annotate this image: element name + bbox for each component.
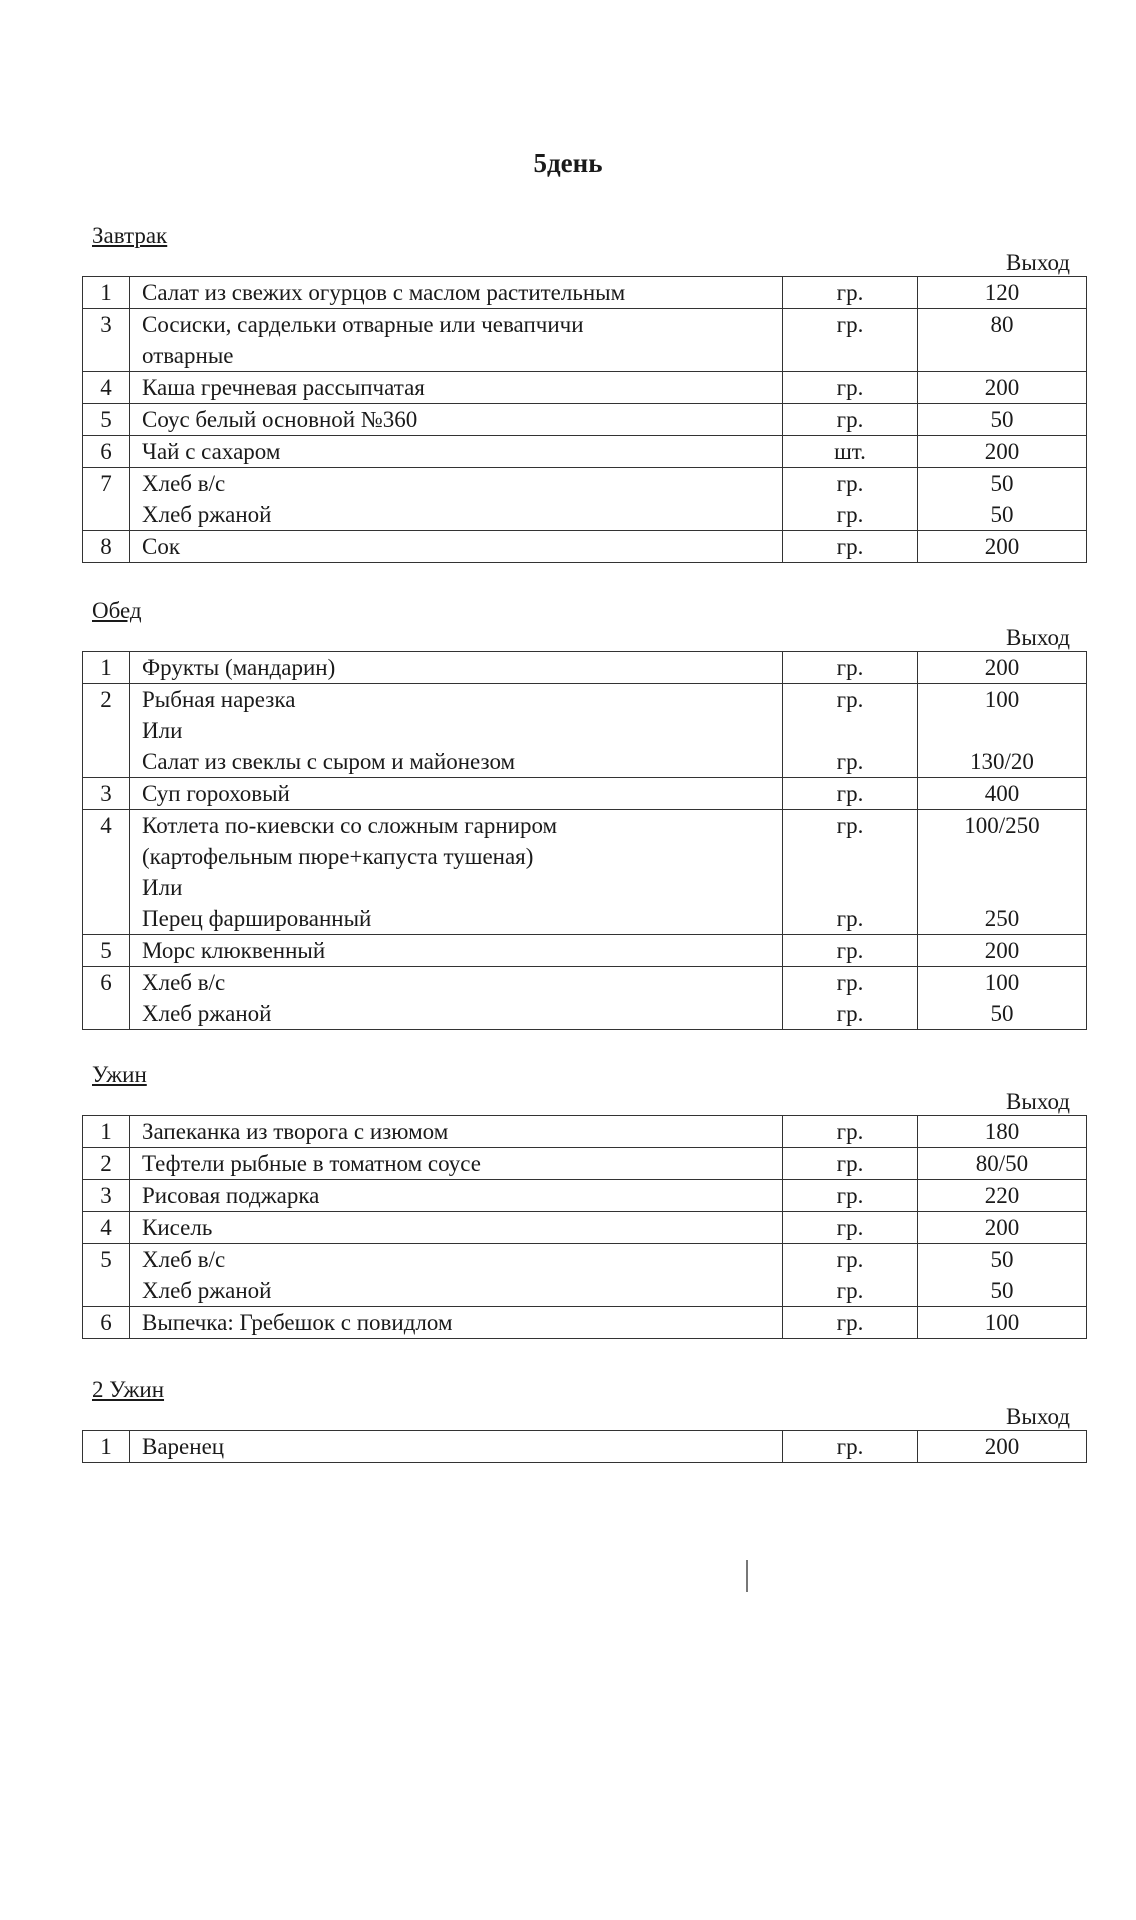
dish-name-cell (130, 309, 783, 372)
dish-name: Хлеб ржаной (142, 502, 272, 527)
row-number-text: 6 (100, 970, 112, 995)
dish-name: Соус белый основной №360 (142, 407, 418, 432)
unit-cell (783, 778, 918, 810)
yield-label: Выход (1006, 250, 1070, 275)
unit (783, 841, 917, 872)
yield-amount-cell (918, 810, 1087, 935)
dish-name: Рыбная нарезка (142, 687, 296, 712)
row-number-text: 4 (100, 813, 112, 838)
unit-cell (783, 372, 918, 404)
unit: гр. (836, 280, 864, 305)
unit: гр. (836, 312, 864, 337)
unit: гр. (836, 1119, 864, 1144)
unit: гр. (836, 687, 864, 712)
row-number (83, 967, 130, 1030)
table-row (83, 1244, 1087, 1307)
unit-cell (783, 1116, 918, 1148)
table-row (83, 810, 1087, 935)
unit-cell (783, 1212, 918, 1244)
row-number (83, 531, 130, 563)
yield-amount: 200 (984, 1215, 1020, 1240)
yield-amount-cell (918, 1431, 1087, 1463)
row-number-text: 6 (100, 1310, 112, 1335)
unit: гр. (836, 749, 864, 774)
table-row (83, 277, 1087, 309)
dish-name-cell (130, 1180, 783, 1212)
yield-amount-cell (918, 684, 1087, 778)
dish-name: Котлета по-киевски со сложным гарниром (142, 813, 558, 838)
dish-name: Сосиски, сардельки отварные или чевапчичи (142, 312, 584, 337)
row-number (83, 1212, 130, 1244)
dish-name: Сок (142, 534, 181, 559)
dish-name-cell (130, 372, 783, 404)
row-number (83, 1307, 130, 1339)
row-number-text: 4 (100, 1215, 112, 1240)
yield-amount-cell (918, 531, 1087, 563)
yield-label: Выход (1006, 1089, 1070, 1114)
row-number (83, 309, 130, 372)
yield-amount (918, 340, 1086, 371)
row-number (83, 778, 130, 810)
table-row (83, 309, 1087, 372)
row-number (83, 1180, 130, 1212)
row-number (83, 436, 130, 468)
menu-table (82, 651, 1087, 1030)
yield-amount: 400 (984, 781, 1020, 806)
dish-name: отварные (142, 343, 234, 368)
yield-amount-cell (918, 1180, 1087, 1212)
row-number (83, 935, 130, 967)
dish-name: Хлеб в/с (142, 471, 226, 496)
table-row (83, 684, 1087, 778)
unit-cell (783, 1244, 918, 1307)
dish-name: Хлеб ржаной (142, 1001, 272, 1026)
yield-amount: 100 (984, 687, 1020, 712)
row-number-text: 5 (100, 1247, 112, 1272)
table-row (83, 1116, 1087, 1148)
unit-cell (783, 810, 918, 935)
yield-amount: 200 (984, 534, 1020, 559)
unit-cell (783, 652, 918, 684)
dish-name: Запеканка из творога с изюмом (142, 1119, 449, 1144)
unit: гр. (836, 813, 864, 838)
section-lunch (82, 597, 1072, 1030)
unit-cell (783, 935, 918, 967)
yield-amount: 200 (984, 439, 1020, 464)
yield-amount: 80 (990, 312, 1014, 337)
yield-amount-cell (918, 277, 1087, 309)
dish-name: Чай с сахаром (142, 439, 281, 464)
row-number (83, 277, 130, 309)
yield-amount: 50 (990, 1247, 1014, 1272)
table-row (83, 372, 1087, 404)
dish-name: Салат из свеклы с сыром и майонезом (142, 749, 516, 774)
row-number-text: 8 (100, 534, 112, 559)
yield-amount-cell (918, 967, 1087, 1030)
unit-cell (783, 436, 918, 468)
row-number-text: 7 (100, 471, 112, 496)
row-number (83, 372, 130, 404)
unit: гр. (836, 1278, 864, 1303)
row-number (83, 652, 130, 684)
unit-cell (783, 1431, 918, 1463)
yield-amount-cell (918, 468, 1087, 531)
dish-name-cell (130, 404, 783, 436)
row-number-text: 2 (100, 1151, 112, 1176)
unit: гр. (836, 471, 864, 496)
section-second-dinner (82, 1376, 1072, 1463)
dish-name-cell (130, 1212, 783, 1244)
yield-amount-cell (918, 1212, 1087, 1244)
yield-amount-cell (918, 1148, 1087, 1180)
dish-name-cell (130, 810, 783, 935)
dish-name: Варенец (142, 1434, 225, 1459)
dish-name-cell (130, 935, 783, 967)
yield-amount-cell (918, 652, 1087, 684)
yield-amount (918, 715, 1086, 746)
dish-name-cell (130, 1244, 783, 1307)
dish-name: Суп гороховый (142, 781, 290, 806)
yield-amount: 50 (990, 407, 1014, 432)
yield-amount: 200 (984, 375, 1020, 400)
dish-name: Хлеб в/с (142, 970, 226, 995)
yield-amount-cell (918, 935, 1087, 967)
yield-amount: 180 (984, 1119, 1020, 1144)
yield-amount: 80/50 (975, 1151, 1029, 1176)
yield-amount: 100/250 (964, 813, 1040, 838)
section-heading: Ужин (92, 1062, 147, 1087)
dish-name: (картофельным пюре+капуста тушеная) (142, 844, 534, 869)
yield-label: Выход (1006, 1404, 1070, 1429)
row-number-text: 6 (100, 439, 112, 464)
unit: гр. (836, 1215, 864, 1240)
yield-amount: 100 (984, 1310, 1020, 1335)
row-number-text: 4 (100, 375, 112, 400)
yield-amount: 200 (984, 1434, 1020, 1459)
unit: гр. (836, 407, 864, 432)
menu-table (82, 276, 1087, 563)
row-number-text: 1 (100, 655, 112, 680)
table-row (83, 1148, 1087, 1180)
table-row (83, 531, 1087, 563)
menu-table (82, 1430, 1087, 1463)
dish-name-cell (130, 1148, 783, 1180)
dish-name: Кисель (142, 1215, 213, 1240)
dish-name: Каша гречневая рассыпчатая (142, 375, 425, 400)
yield-amount (918, 872, 1086, 903)
unit: шт. (834, 439, 866, 464)
unit: гр. (836, 1001, 864, 1026)
unit: гр. (836, 1183, 864, 1208)
unit-cell (783, 1180, 918, 1212)
dish-name-cell (130, 778, 783, 810)
row-number-text: 3 (100, 781, 112, 806)
row-number (83, 1148, 130, 1180)
yield-amount: 100 (984, 970, 1020, 995)
unit (783, 715, 917, 746)
yield-amount-cell (918, 1244, 1087, 1307)
row-number-text: 5 (100, 407, 112, 432)
row-number (83, 684, 130, 778)
dish-name: Салат из свежих огурцов с маслом растительным (142, 280, 626, 305)
dish-name-cell (130, 1116, 783, 1148)
table-row (83, 468, 1087, 531)
dish-name-cell (130, 531, 783, 563)
dish-name: Тефтели рыбные в томатном соусе (142, 1151, 481, 1176)
unit: гр. (836, 906, 864, 931)
table-row (83, 436, 1087, 468)
dish-name: Хлеб в/с (142, 1247, 226, 1272)
row-number-text: 2 (100, 687, 112, 712)
table-row (83, 1307, 1087, 1339)
unit: гр. (836, 534, 864, 559)
yield-amount-cell (918, 1116, 1087, 1148)
unit-cell (783, 1148, 918, 1180)
table-row (83, 404, 1087, 436)
dish-name: Морс клюквенный (142, 938, 326, 963)
row-number (83, 404, 130, 436)
yield-amount-cell (918, 778, 1087, 810)
yield-amount: 50 (990, 1001, 1014, 1026)
unit: гр. (836, 1247, 864, 1272)
row-number-text: 3 (100, 312, 112, 337)
unit-cell (783, 967, 918, 1030)
page-title: 5день (533, 148, 603, 178)
yield-amount: 50 (990, 471, 1014, 496)
row-number (83, 1431, 130, 1463)
yield-amount: 220 (984, 1183, 1020, 1208)
row-number (83, 810, 130, 935)
yield-amount-cell (918, 372, 1087, 404)
yield-amount: 200 (984, 938, 1020, 963)
unit: гр. (836, 970, 864, 995)
table-row (83, 1180, 1087, 1212)
yield-amount-cell (918, 1307, 1087, 1339)
row-number-text: 1 (100, 280, 112, 305)
yield-amount-cell (918, 436, 1087, 468)
row-number-text: 3 (100, 1183, 112, 1208)
row-number-text: 1 (100, 1119, 112, 1144)
unit-cell (783, 277, 918, 309)
dish-name: Фрукты (мандарин) (142, 655, 336, 680)
table-row (83, 935, 1087, 967)
unit-cell (783, 1307, 918, 1339)
unit: гр. (836, 781, 864, 806)
dish-name: Рисовая поджарка (142, 1183, 320, 1208)
dish-name: Хлеб ржаной (142, 1278, 272, 1303)
dish-name-cell (130, 652, 783, 684)
unit: гр. (836, 375, 864, 400)
row-number-text: 5 (100, 938, 112, 963)
unit: гр. (836, 938, 864, 963)
row-number (83, 1116, 130, 1148)
unit-cell (783, 404, 918, 436)
dish-name-cell (130, 436, 783, 468)
unit: гр. (836, 655, 864, 680)
yield-amount (918, 841, 1086, 872)
yield-amount: 200 (984, 655, 1020, 680)
table-row (83, 967, 1087, 1030)
yield-amount: 130/20 (970, 749, 1034, 774)
unit-cell (783, 468, 918, 531)
yield-amount: 250 (984, 906, 1020, 931)
section-heading: Обед (92, 598, 142, 623)
section-heading: 2 Ужин (92, 1377, 165, 1402)
yield-amount-cell (918, 309, 1087, 372)
row-number (83, 1244, 130, 1307)
row-number-text: 1 (100, 1434, 112, 1459)
row-number (83, 468, 130, 531)
dish-name: Перец фаршированный (142, 906, 372, 931)
dish-name-cell (130, 684, 783, 778)
unit (783, 340, 917, 371)
section-breakfast (82, 222, 1072, 563)
dish-name-cell (130, 1431, 783, 1463)
unit: гр. (836, 1434, 864, 1459)
table-row (83, 652, 1087, 684)
scan-mark (746, 1560, 748, 1592)
yield-amount-cell (918, 404, 1087, 436)
dish-name-cell (130, 967, 783, 1030)
unit-cell (783, 531, 918, 563)
unit: гр. (836, 1310, 864, 1335)
section-heading: Завтрак (92, 223, 168, 248)
table-row (83, 778, 1087, 810)
dish-name: Или (142, 718, 183, 743)
dish-name-cell (130, 277, 783, 309)
unit (783, 872, 917, 903)
dish-name-cell (130, 1307, 783, 1339)
unit: гр. (836, 1151, 864, 1176)
unit: гр. (836, 502, 864, 527)
unit-cell (783, 684, 918, 778)
dish-name-cell (130, 468, 783, 531)
yield-amount: 50 (990, 1278, 1014, 1303)
menu-table (82, 1115, 1087, 1339)
table-row (83, 1212, 1087, 1244)
section-dinner (82, 1061, 1072, 1339)
dish-name: Или (142, 875, 183, 900)
table-row (83, 1431, 1087, 1463)
yield-amount: 50 (990, 502, 1014, 527)
yield-amount: 120 (984, 280, 1020, 305)
unit-cell (783, 309, 918, 372)
yield-label: Выход (1006, 625, 1070, 650)
dish-name: Выпечка: Гребешок с повидлом (142, 1310, 453, 1335)
